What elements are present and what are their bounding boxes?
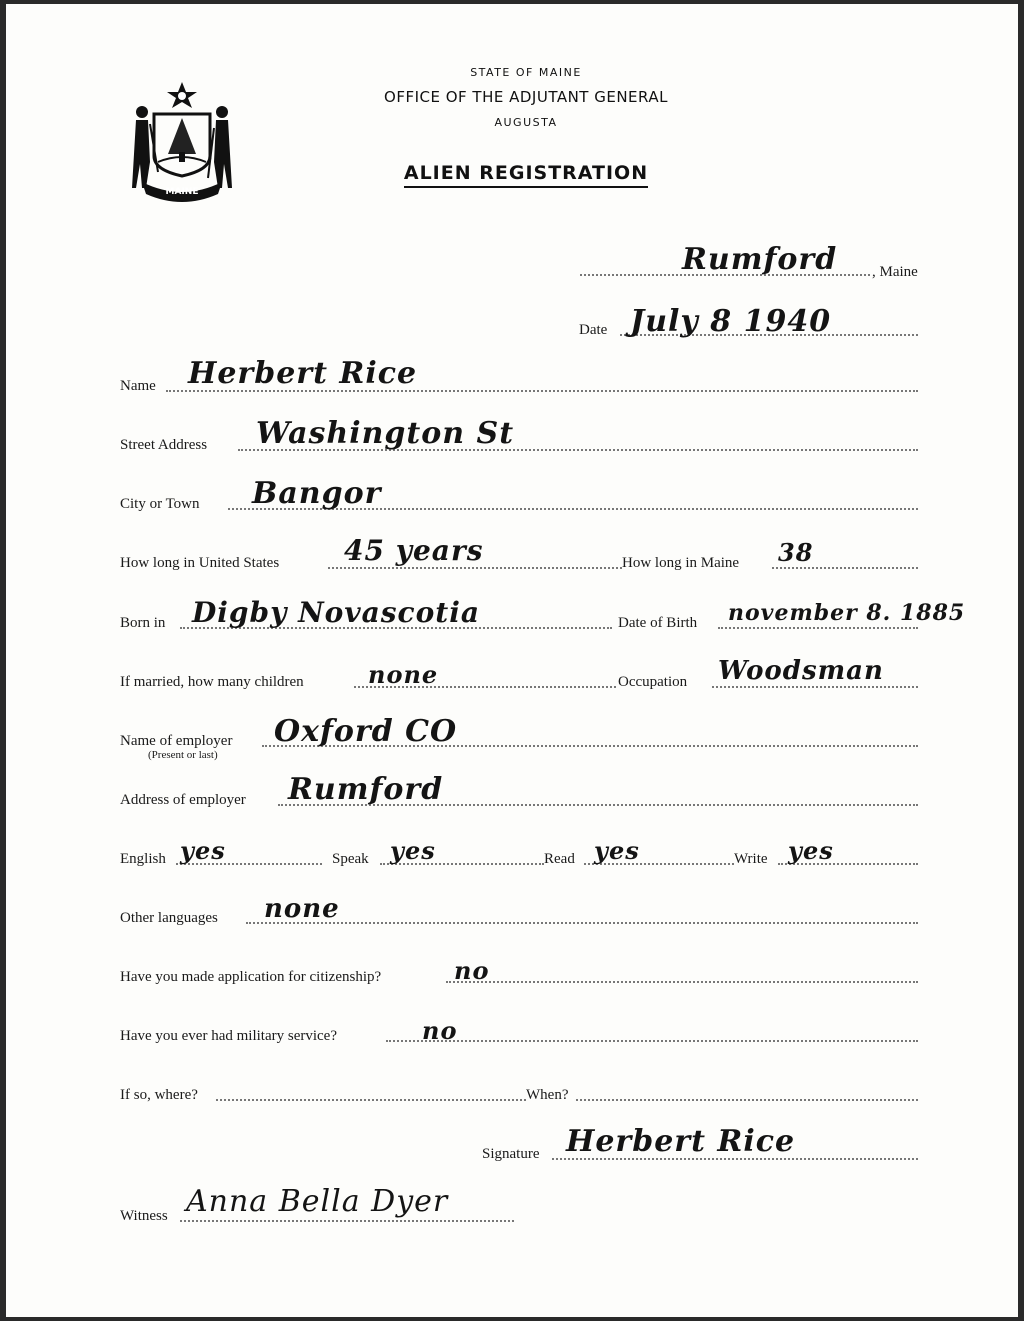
read-value: yes <box>594 836 640 865</box>
where-line <box>216 1099 526 1101</box>
english-value: yes <box>180 836 226 865</box>
speak-label: Speak <box>332 851 369 867</box>
date-label: Date <box>579 322 608 338</box>
employer-label: Name of employer <box>120 733 233 749</box>
us-time-line <box>328 567 622 569</box>
speak-value: yes <box>390 836 436 865</box>
maine-time-line <box>772 567 918 569</box>
maine-time-value: 38 <box>778 538 814 567</box>
signature-value: Herbert Rice <box>566 1124 796 1159</box>
witness-line <box>180 1220 514 1222</box>
dob-line <box>718 627 918 629</box>
citizenship-label: Have you made application for citizenship? <box>120 969 382 985</box>
english-label: English <box>120 851 166 867</box>
employer-address-label: Address of employer <box>120 792 246 808</box>
us-time-label: How long in United States <box>120 555 280 571</box>
dob-value: november 8. 1885 <box>728 600 966 626</box>
military-label: Have you ever had military service? <box>120 1028 337 1044</box>
city-label: City or Town <box>120 496 200 512</box>
children-value: none <box>368 660 439 689</box>
born-value: Digby Novascotia <box>192 596 480 629</box>
form-title-text: ALIEN REGISTRATION <box>404 162 648 188</box>
where-label: If so, where? <box>120 1087 198 1103</box>
occupation-line <box>712 686 918 688</box>
citizenship-value: no <box>454 956 490 985</box>
signature-label: Signature <box>482 1146 540 1162</box>
when-line <box>576 1099 918 1101</box>
street-value: Washington St <box>256 416 515 451</box>
name-value: Herbert Rice <box>188 356 418 391</box>
form-title <box>306 162 746 184</box>
other-languages-value: none <box>264 894 340 924</box>
write-label: Write <box>734 851 768 867</box>
place-value: Rumford <box>682 242 838 277</box>
maine-state-seal-icon <box>128 78 236 202</box>
header-office: OFFICE OF THE ADJUTANT GENERAL <box>384 88 668 106</box>
seal-banner-text: MAINE <box>165 187 199 197</box>
header-state: STATE OF MAINE <box>470 66 582 79</box>
city-value: Bangor <box>252 476 382 511</box>
dob-label: Date of Birth <box>618 615 698 631</box>
street-label: Street Address <box>120 437 208 453</box>
date-value: July 8 1940 <box>630 304 832 339</box>
when-label: When? <box>526 1087 569 1103</box>
employer-value: Oxford CO <box>274 714 458 749</box>
witness-label: Witness <box>120 1208 168 1224</box>
read-label: Read <box>544 851 575 867</box>
header-city: AUGUSTA <box>494 116 558 129</box>
us-time-value: 45 years <box>344 534 484 567</box>
military-line <box>386 1040 918 1042</box>
occupation-label: Occupation <box>618 674 688 690</box>
write-value: yes <box>788 836 834 865</box>
citizenship-line <box>446 981 918 983</box>
military-value: no <box>422 1016 458 1045</box>
other-languages-line <box>246 922 918 924</box>
born-label: Born in <box>120 615 166 631</box>
employer-address-value: Rumford <box>288 772 444 807</box>
witness-value: Anna Bella Dyer <box>186 1184 449 1219</box>
children-label: If married, how many children <box>120 674 304 690</box>
other-languages-label: Other languages <box>120 910 218 926</box>
registration-form <box>6 4 1018 1317</box>
employer-sublabel: (Present or last) <box>148 749 218 761</box>
name-label: Name <box>120 378 156 394</box>
maine-label: , Maine <box>872 264 918 280</box>
occupation-value: Woodsman <box>718 656 884 686</box>
maine-time-label: How long in Maine <box>622 555 740 571</box>
